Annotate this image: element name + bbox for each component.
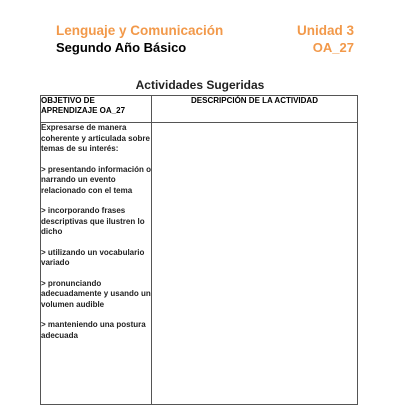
unit-label: Unidad 3: [296, 23, 354, 38]
activities-table: [40, 95, 358, 405]
objective-item: > incorporando frases descriptivas que ilustren lo dicho: [41, 206, 145, 236]
table-row: [41, 123, 358, 405]
column-header-description: DESCRIPCIÓN DE LA ACTIVIDAD: [152, 96, 358, 123]
description-cell[interactable]: [152, 123, 358, 405]
grade-subtitle: Segundo Año Básico: [56, 40, 187, 55]
objective-intro: Expresarse de manera coherente y articulada sobre temas de su interés:: [41, 123, 150, 153]
objective-item: > presentando información o narrando un evento relacionado con el tema: [41, 164, 152, 195]
objective-code: OA_27: [312, 40, 354, 55]
column-header-objective: OBJETIVO DE APRENDIZAJE OA_27: [41, 96, 152, 123]
objective-item: > pronunciando adecuadamente y usando un volumen audible: [41, 278, 151, 309]
section-title: Actividades Sugeridas: [135, 78, 265, 92]
objective-cell: [41, 123, 152, 405]
objective-item: > utilizando un vocabulario variado: [41, 247, 145, 267]
table-header-row: [41, 96, 358, 123]
objective-item: > manteniendo una postura adecuada: [41, 320, 146, 340]
header-right: [297, 23, 354, 56]
header-left: [56, 23, 223, 56]
subject-title: Lenguaje y Comunicación: [56, 23, 224, 38]
